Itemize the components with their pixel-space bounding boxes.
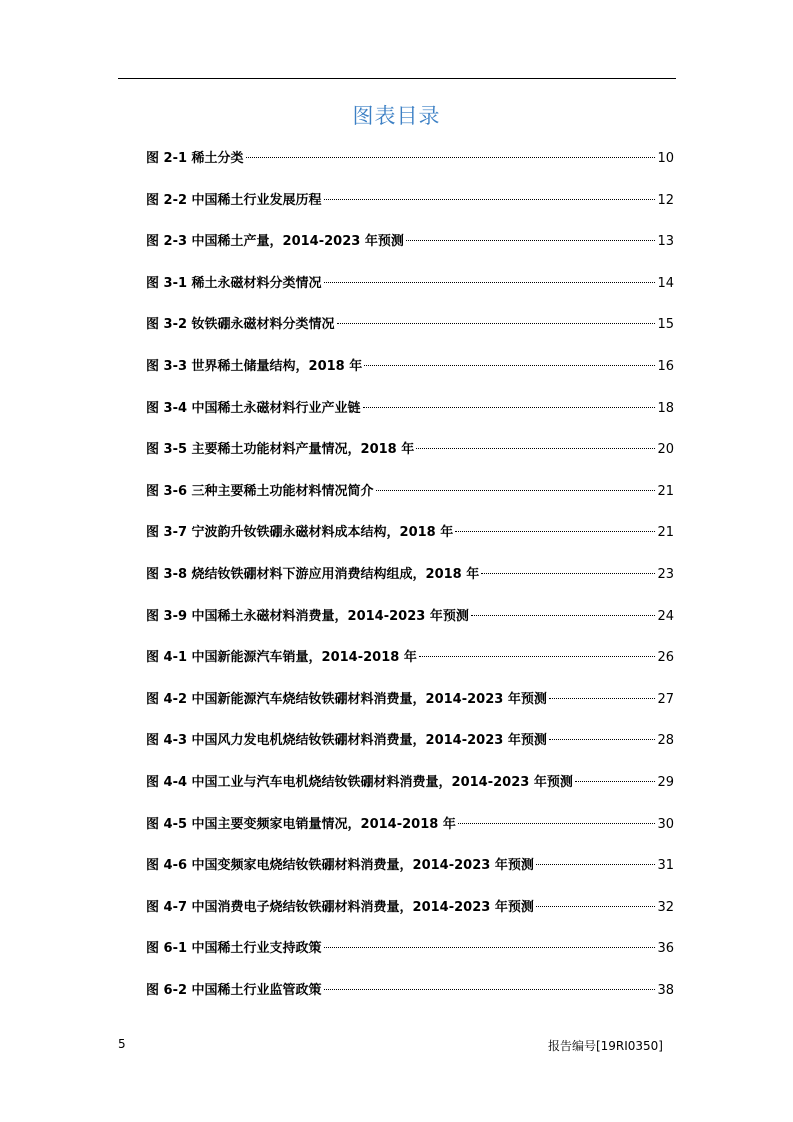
toc-label: 图 4-5 中国主要变频家电销量情况，2014-2018 年 — [146, 816, 456, 832]
toc-page: 16 — [657, 358, 674, 374]
toc-page: 28 — [657, 733, 674, 749]
dot-leader — [536, 906, 656, 907]
toc-label: 图 4-2 中国新能源汽车烧结钕铁硼材料消费量，2014-2023 年预测 — [146, 691, 547, 707]
toc-entry[interactable] — [146, 562, 674, 604]
toc-entry[interactable] — [146, 687, 674, 729]
toc-label: 图 3-3 世界稀土储量结构，2018 年 — [146, 358, 363, 374]
dot-leader — [455, 531, 655, 532]
toc-page: 10 — [657, 151, 674, 166]
dot-leader — [363, 407, 656, 408]
toc-label: 图 3-4 中国稀土永磁材料行业产业链 — [146, 400, 361, 416]
toc-page: 15 — [657, 317, 674, 333]
toc-label: 图 3-6 三种主要稀土功能材料情况简介 — [146, 483, 374, 499]
toc-page: 30 — [657, 816, 674, 832]
dot-leader — [324, 989, 656, 990]
dot-leader — [406, 240, 656, 241]
footer-page-number: 5 — [118, 1037, 126, 1051]
figure-list — [146, 146, 674, 1019]
dot-leader — [575, 781, 656, 782]
toc-label: 图 3-5 主要稀土功能材料产量情况，2018 年 — [146, 442, 415, 458]
toc-entry[interactable] — [146, 271, 674, 313]
toc-page: 29 — [657, 774, 674, 790]
dot-leader — [536, 864, 656, 865]
toc-label: 图 4-3 中国风力发电机烧结钕铁硼材料消费量，2014-2023 年预测 — [146, 733, 547, 749]
dot-leader — [337, 323, 656, 324]
toc-page: 14 — [657, 275, 674, 291]
toc-page: 21 — [657, 525, 674, 541]
toc-page: 13 — [657, 234, 674, 250]
header-rule — [118, 78, 676, 79]
dot-leader — [549, 739, 656, 740]
dot-leader — [324, 282, 656, 283]
toc-entry[interactable] — [146, 396, 674, 438]
toc-entry[interactable] — [146, 354, 674, 396]
toc-entry[interactable] — [146, 728, 674, 770]
toc-entry[interactable] — [146, 146, 674, 188]
toc-page: 26 — [657, 650, 674, 666]
toc-label: 图 3-1 稀土永磁材料分类情况 — [146, 275, 322, 291]
toc-label: 图 4-1 中国新能源汽车销量，2014-2018 年 — [146, 650, 417, 666]
dot-leader — [416, 448, 655, 449]
toc-label: 图 4-7 中国消费电子烧结钕铁硼材料消费量，2014-2023 年预测 — [146, 899, 534, 915]
toc-page: 23 — [657, 566, 674, 582]
toc-label: 图 3-9 中国稀土永磁材料消费量，2014-2023 年预测 — [146, 608, 469, 624]
toc-page: 18 — [657, 400, 674, 416]
toc-entry[interactable] — [146, 437, 674, 479]
dot-leader — [419, 656, 656, 657]
toc-page: 36 — [657, 941, 674, 957]
dot-leader — [471, 615, 656, 616]
toc-label: 图 3-2 钕铁硼永磁材料分类情况 — [146, 317, 335, 333]
toc-entry[interactable] — [146, 853, 674, 895]
toc-label: 图 3-7 宁波韵升钕铁硼永磁材料成本结构，2018 年 — [146, 525, 454, 541]
toc-page: 12 — [657, 192, 674, 208]
toc-label: 图 4-4 中国工业与汽车电机烧结钕铁硼材料消费量，2014-2023 年预测 — [146, 774, 573, 790]
dot-leader — [364, 365, 655, 366]
dot-leader — [549, 698, 656, 699]
dot-leader — [376, 490, 656, 491]
dot-leader — [458, 823, 656, 824]
toc-entry[interactable] — [146, 229, 674, 271]
toc-label: 图 3-8 烧结钕铁硼材料下游应用消费结构组成，2018 年 — [146, 566, 480, 582]
dot-leader — [324, 947, 656, 948]
toc-label: 图 2-1 稀土分类 — [146, 151, 244, 166]
toc-label: 图 2-2 中国稀土行业发展历程 — [146, 192, 322, 208]
toc-page: 21 — [657, 483, 674, 499]
toc-label: 图 2-3 中国稀土产量，2014-2023 年预测 — [146, 234, 404, 250]
toc-page: 24 — [657, 608, 674, 624]
toc-page: 20 — [657, 442, 674, 458]
toc-label: 图 4-6 中国变频家电烧结钕铁硼材料消费量，2014-2023 年预测 — [146, 858, 534, 874]
toc-entry[interactable] — [146, 895, 674, 937]
toc-label: 图 6-1 中国稀土行业支持政策 — [146, 941, 322, 957]
toc-entry[interactable] — [146, 604, 674, 646]
footer-report-code: 报告编号[19RI0350] — [547, 1039, 663, 1053]
dot-leader — [246, 157, 656, 158]
toc-page: 38 — [657, 982, 674, 998]
toc-page: 32 — [657, 899, 674, 915]
toc-page: 27 — [657, 691, 674, 707]
page-title: 图表目录 — [352, 104, 441, 128]
toc-page: 31 — [657, 858, 674, 874]
toc-entry[interactable] — [146, 770, 674, 812]
toc-entry[interactable] — [146, 312, 674, 354]
toc-entry[interactable] — [146, 645, 674, 687]
toc-entry[interactable] — [146, 479, 674, 521]
toc-entry[interactable] — [146, 520, 674, 562]
toc-entry[interactable] — [146, 188, 674, 230]
dot-leader — [481, 573, 655, 574]
toc-entry[interactable] — [146, 812, 674, 854]
toc-label: 图 6-2 中国稀土行业监管政策 — [146, 982, 322, 998]
dot-leader — [324, 199, 656, 200]
toc-entry[interactable] — [146, 936, 674, 978]
toc-entry[interactable] — [146, 978, 674, 1020]
